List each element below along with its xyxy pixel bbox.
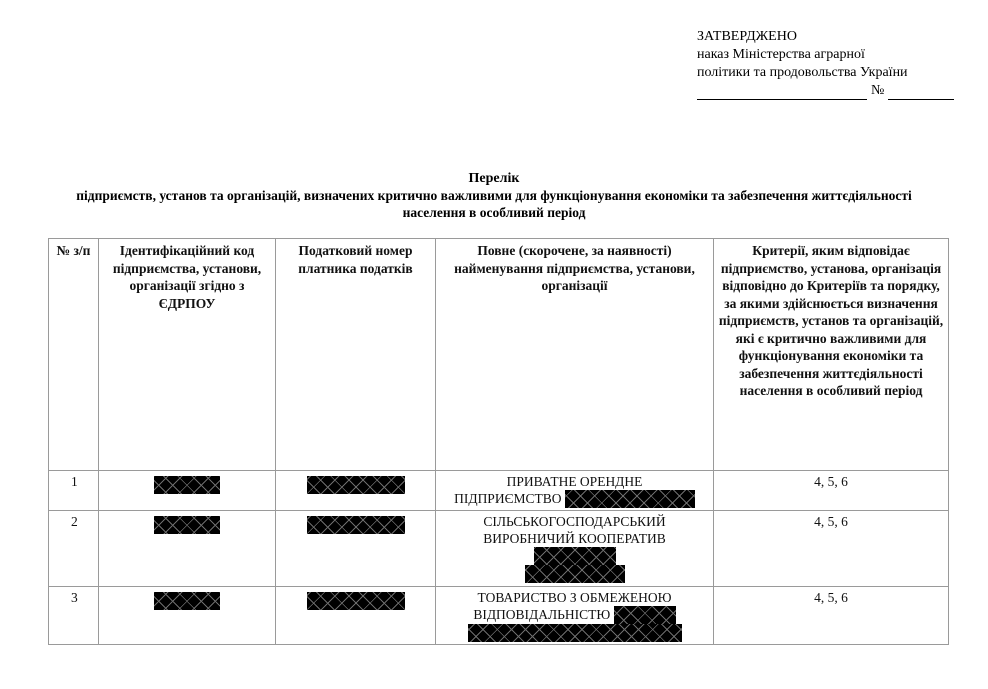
edrpou-cell (99, 587, 276, 645)
table-row (49, 587, 949, 645)
redaction-mark (307, 476, 405, 494)
registry-table (48, 238, 949, 645)
row-number: 1 (49, 471, 99, 511)
redaction-mark (154, 592, 220, 610)
approval-stamp (697, 28, 977, 100)
table-row (49, 511, 949, 587)
criteria-cell: 4, 5, 6 (714, 471, 949, 511)
approval-heading: ЗАТВЕРДЖЕНО (697, 29, 797, 44)
edrpou-cell (99, 471, 276, 511)
edrpou-cell (99, 511, 276, 587)
row-number: 3 (49, 587, 99, 645)
approval-number-blank (888, 86, 954, 100)
approval-order-line-2: політики та продовольства України (697, 65, 908, 80)
name-line-2-wrapper (440, 606, 709, 624)
full-name-cell (436, 471, 714, 511)
document-title (40, 170, 948, 221)
redaction-mark (307, 516, 405, 534)
document-title-main: Перелік (468, 171, 520, 186)
tax-number-cell (276, 587, 436, 645)
approval-order-line-1: наказ Міністерства аграрної (697, 47, 865, 62)
redaction-mark (614, 606, 676, 624)
document-title-subtitle: підприємств, установ та організацій, визначених критично важливими для функціонування економіки та забезпечення життєдіяльності населення в особливий період (76, 188, 912, 220)
approval-number-sign: № (871, 83, 885, 98)
name-line-1: ПРИВАТНЕ ОРЕНДНЕ (506, 474, 643, 489)
approval-date-blank (697, 86, 867, 100)
redaction-mark (468, 624, 682, 642)
name-line-1: ТОВАРИСТВО З ОБМЕЖЕНОЮ (477, 590, 672, 605)
header-criteria: Критерії, яким відповідає підприємство, установа, організація відповідно до Критеріїв та порядку, за якими здійснюється визначення підприємств, установ та організацій, які є критично важливими для функціонування економіки та забезпечення життєдіяльності населення в особливий період (714, 239, 949, 471)
row-number: 2 (49, 511, 99, 587)
table-header-row (49, 239, 949, 471)
header-full-name: Повне (скорочене, за наявності) найменування підприємства, установи, організації (436, 239, 714, 471)
criteria-cell: 4, 5, 6 (714, 511, 949, 587)
name-line-2-wrapper (440, 490, 709, 508)
header-number: № з/п (49, 239, 99, 471)
name-line-2: ВІДПОВІДАЛЬНІСТЮ (473, 607, 611, 622)
tax-number-cell (276, 511, 436, 587)
redaction-mark (534, 547, 616, 565)
full-name-cell (436, 511, 714, 587)
redaction-mark (154, 476, 220, 494)
header-tax-number: Податковий номер платника податків (276, 239, 436, 471)
full-name-cell (436, 587, 714, 645)
redaction-mark (154, 516, 220, 534)
approval-signature-line (697, 82, 977, 100)
header-edrpou-code: Ідентифікаційний код підприємства, установи, організації згідно з ЄДРПОУ (99, 239, 276, 471)
redaction-mark (525, 565, 625, 583)
tax-number-cell (276, 471, 436, 511)
redaction-mark (565, 490, 695, 508)
name-line-1: СІЛЬСЬКОГОСПОДАРСЬКИЙ (483, 514, 666, 529)
criteria-cell: 4, 5, 6 (714, 587, 949, 645)
name-line-2: ПІДПРИЄМСТВО (454, 491, 562, 506)
name-line-2: ВИРОБНИЧИЙ КООПЕРАТИВ (483, 531, 666, 546)
table-row (49, 471, 949, 511)
redaction-mark (307, 592, 405, 610)
